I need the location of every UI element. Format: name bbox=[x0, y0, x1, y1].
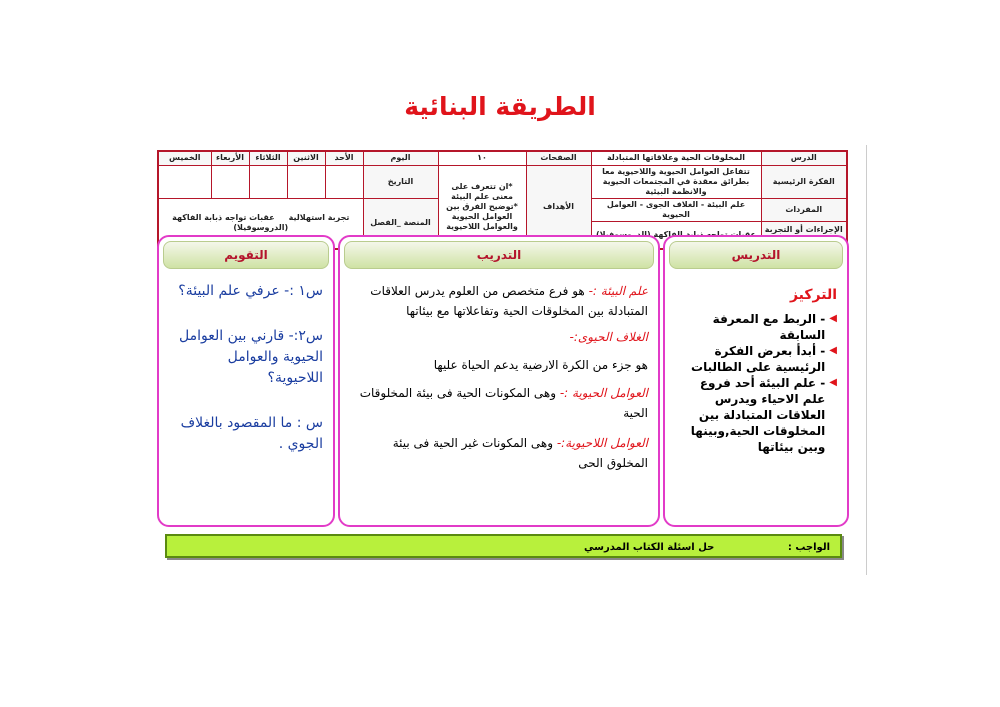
date-cell-4 bbox=[211, 165, 249, 198]
definition-biotic: العوامل الحيوية :- وهى المكونات الحية فى بيئة المخلوقات الحية bbox=[359, 386, 648, 420]
objectives-label: الأهداف bbox=[526, 165, 591, 249]
homework-label: الواجب : bbox=[787, 542, 830, 553]
tadrib-body bbox=[350, 281, 648, 473]
arrow-icon: ◀ bbox=[829, 345, 837, 356]
day-sunday: الأحد bbox=[325, 151, 363, 165]
date-label: التاريخ bbox=[363, 165, 438, 198]
lesson-label: الدرس bbox=[761, 151, 847, 165]
experiment-value: تجربة استهلالية bbox=[288, 213, 350, 223]
tadris-bullet-3: ◀ - علم البيئة أحد فروع علم الاحياء ويدرس العلاقات المتبادلة بين المخلوقات الحية,وبينها وبين بيئاتها bbox=[690, 376, 837, 454]
homework-bar bbox=[165, 534, 842, 558]
day-tuesday: الثلاثاء bbox=[249, 151, 287, 165]
date-cell-2 bbox=[287, 165, 325, 198]
homework-value: حل اسئلة الكتاب المدرسي bbox=[584, 542, 715, 553]
day-monday: الاثنين bbox=[287, 151, 325, 165]
objective-1: *ان تتعرف على معنى علم البيئة bbox=[451, 181, 513, 201]
focus-heading: التركيز bbox=[789, 287, 837, 303]
tadris-header: التدريس bbox=[669, 241, 843, 269]
tadris-bullet-1: ◀ - الربط مع المعرفة السابقة bbox=[712, 312, 837, 342]
arrow-icon: ◀ bbox=[829, 377, 837, 388]
date-cell-3 bbox=[249, 165, 287, 198]
main-idea-value: تتفاعل العوامل الحيوية واللاحيوية معا بطرائق معقدة في المجتمعات الحيوية والانظمة البيئية bbox=[591, 165, 761, 198]
objective-2: *توضيح الفرق بين العوامل الحيوية والعوامل اللاحيوية bbox=[446, 201, 518, 231]
date-cell-1 bbox=[325, 165, 363, 198]
day-thursday: الخميس bbox=[158, 151, 211, 165]
procedures-label: الإجراءات أو التجربة bbox=[761, 221, 847, 249]
question-2: س٢:- قارني بين العوامل الحيوية والعوامل اللاحيوية؟ bbox=[179, 328, 323, 386]
question-3: س : ما المقصود بالغلاف الجوي . bbox=[180, 415, 323, 452]
taqweem-body bbox=[169, 281, 323, 479]
arrow-icon: ◀ bbox=[829, 313, 837, 324]
vocab-label: المفردات bbox=[761, 198, 847, 221]
day-label: اليوم bbox=[363, 151, 438, 165]
tadris-bullet-2: ◀ - أبدأ بعرض الفكرة الرئيسية على الطالبات bbox=[691, 344, 837, 374]
pages-value: ١٠ bbox=[438, 151, 526, 165]
tadrib-header: التدريب bbox=[344, 241, 654, 269]
procedures-value: الفاكهة bbox=[591, 221, 761, 249]
definition-biosphere-term: الغلاف الحيوى:- bbox=[569, 330, 648, 344]
main-idea-label: الفكرة الرئيسية bbox=[761, 165, 847, 198]
day-wednesday: الأربعاء bbox=[211, 151, 249, 165]
experiment-desc: عقبات تواجه ذبابة الفاكهة (الدروسوفيلا) bbox=[172, 213, 289, 233]
taqweem-header: التقويم bbox=[163, 241, 329, 269]
definition-biosphere: هو جزء من الكرة الارضية يدعم الحياة عليها bbox=[433, 358, 648, 372]
question-1: س١ :- عرفي علم البيئة؟ bbox=[178, 283, 323, 299]
page-title: الطريقة البنائية bbox=[404, 92, 596, 121]
definition-abiotic: العوامل اللاحيوية:- وهى المكونات غير الحية فى بيئة المخلوق الحى bbox=[392, 436, 648, 470]
definition-ecology: علم البيئة :- هو فرع متخصص من العلوم يدرس العلاقات المتبادلة بين المخلوقات الحية وتفاعلاتها مع بيئاتها bbox=[370, 284, 648, 318]
date-cell-5 bbox=[158, 165, 211, 198]
pages-label: الصفحات bbox=[526, 151, 591, 165]
tadris-panel bbox=[663, 235, 849, 527]
margin-line bbox=[866, 145, 867, 575]
tadrib-panel bbox=[338, 235, 660, 527]
vocab-value: علم البيئة - الغلاف الجوى - العوامل الحيوية bbox=[591, 198, 761, 221]
tadris-body bbox=[675, 281, 837, 455]
platform-label: المنصة _الفصل bbox=[363, 198, 438, 249]
taqweem-panel bbox=[157, 235, 335, 527]
lesson-value: المخلوقات الحية وعلاقاتها المتبادلة bbox=[591, 151, 761, 165]
